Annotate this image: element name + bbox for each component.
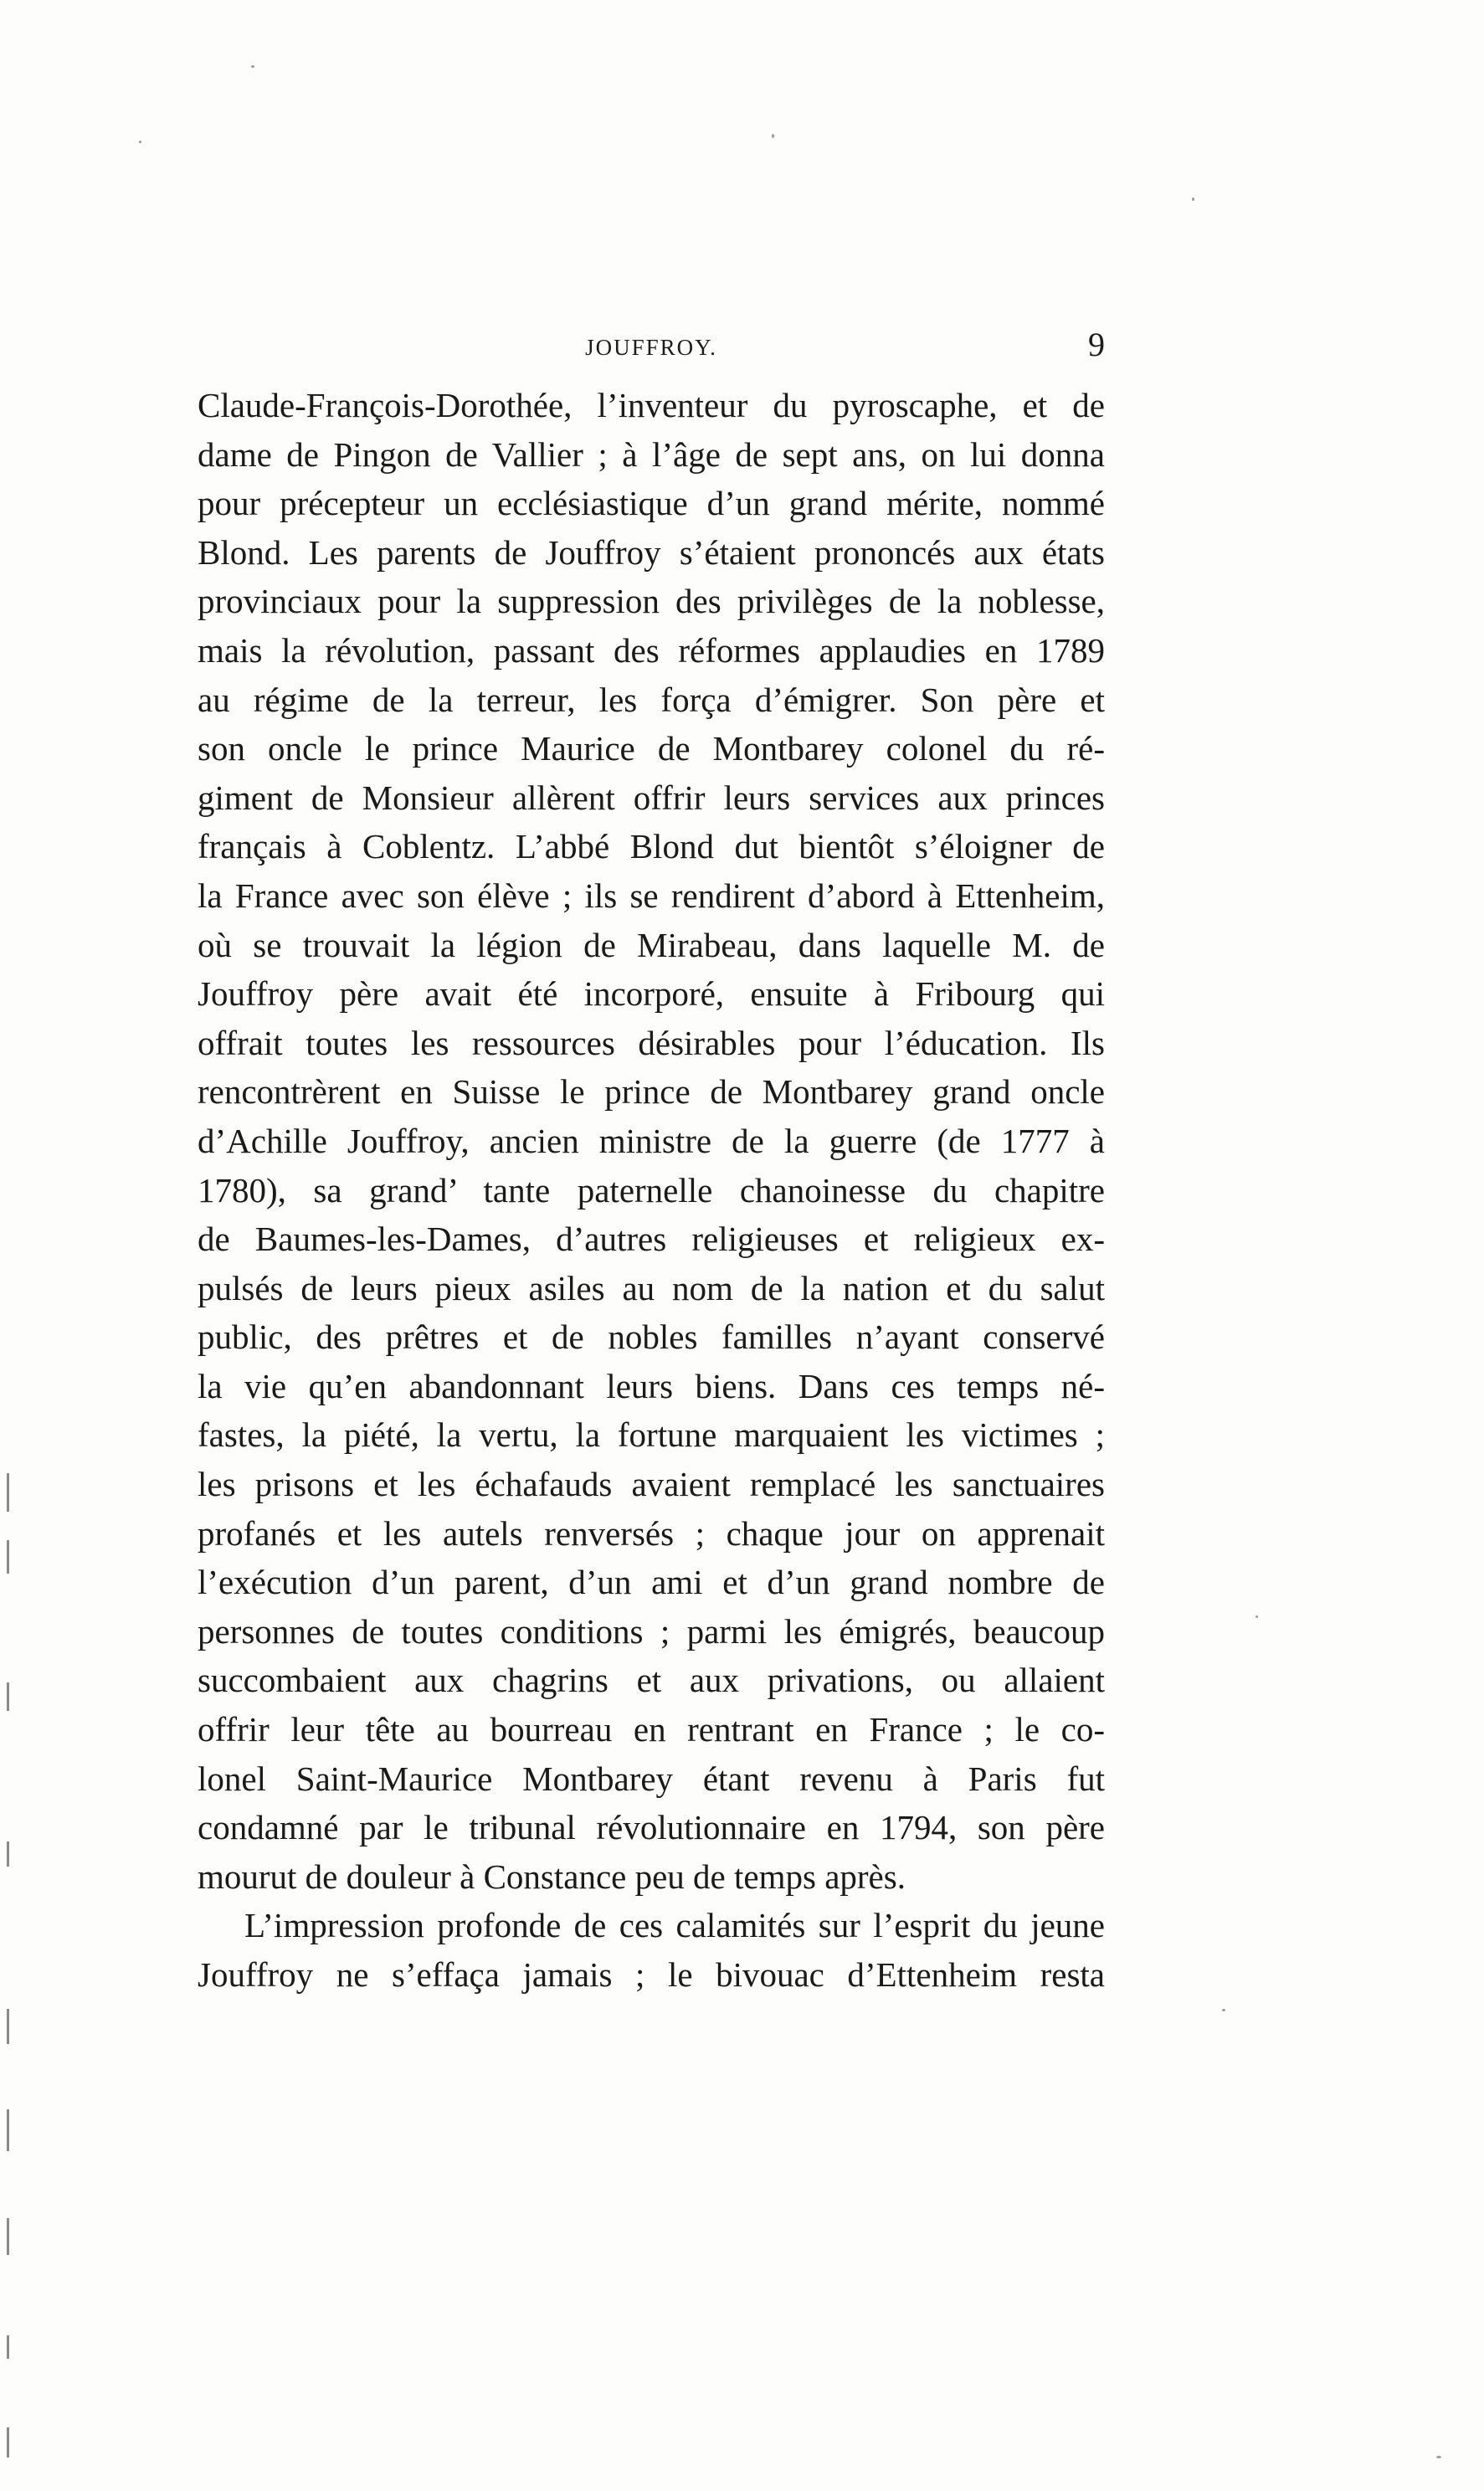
text-line: mais la révolution, passant des réformes applaudies en 1789: [198, 630, 1105, 670]
text-line: profanés et les autels renversés ; chaque jour on apprenait: [198, 1513, 1105, 1553]
text-line: offrir leur tête au bourreau en rentrant en France ; le co-: [198, 1710, 1105, 1749]
text-line: dame de Pingon de Vallier ; à l’âge de sept ans, on lui donna: [198, 434, 1105, 474]
text-line: public, des prêtres et de nobles familles n’ayant conservé: [198, 1317, 1105, 1357]
text-line: provinciaux pour la suppression des privilèges de la noblesse,: [198, 582, 1105, 621]
scan-speck: [1222, 2009, 1225, 2011]
text-line: Jouffroy père avait été incorporé, ensuite à Fribourg qui: [198, 974, 1105, 1014]
running-title: JOUFFROY.: [585, 335, 717, 360]
scan-speck: [772, 134, 774, 138]
scan-margin-mark: [7, 2335, 9, 2359]
text-line: Claude-François-Dorothée, l’inventeur du pyroscaphe, et de: [198, 386, 1105, 424]
scan-speck: [251, 65, 254, 68]
text-line: son oncle le prince Maurice de Montbarey colonel du ré-: [198, 729, 1105, 768]
text-line: giment de Monsieur allèrent offrir leurs services aux princes: [198, 778, 1105, 817]
text-line: succombaient aux chagrins et aux privations, ou allaient: [198, 1661, 1105, 1700]
page-number: 9: [1088, 326, 1105, 363]
text-line: Jouffroy ne s’effaça jamais ; le bivouac d’Ettenheim resta: [198, 1955, 1105, 1994]
text-line: pour précepteur un ecclésiastique d’un grand mérite, nommé: [198, 484, 1105, 523]
text-line: où se trouvait la légion de Mirabeau, dans laquelle M. de: [198, 925, 1105, 964]
text-line: 1780), sa grand’ tante paternelle chanoinesse du chapitre: [198, 1170, 1105, 1210]
text-line: rencontrèrent en Suisse le prince de Montbarey grand oncle: [198, 1072, 1105, 1112]
scan-margin-mark: [7, 1682, 9, 1711]
text-line: personnes de toutes conditions ; parmi les émigrés, beaucoup: [198, 1611, 1105, 1651]
text-line: d’Achille Jouffroy, ancien ministre de la guerre (de 1777 à: [198, 1121, 1105, 1160]
scan-speck: [1192, 198, 1194, 201]
scan-margin-mark: [7, 2427, 9, 2458]
text-line: la vie qu’en abandonnant leurs biens. Dans ces temps né-: [198, 1366, 1105, 1405]
paragraph: [198, 381, 1105, 1901]
scan-margin-mark: [7, 2109, 9, 2151]
body-text: [198, 381, 1105, 2000]
scan-margin-mark: [7, 1841, 9, 1867]
text-line: les prisons et les échafauds avaient remplacé les sanctuaires: [198, 1465, 1105, 1504]
scan-margin-mark: [7, 1473, 9, 1512]
text-line: mourut de douleur à Constance peu de temps après.: [198, 1857, 906, 1896]
scan-margin-mark: [7, 2218, 9, 2255]
text-line: pulsés de leurs pieux asiles au nom de la nation et du salut: [198, 1268, 1105, 1307]
text-line: offrait toutes les ressources désirables pour l’éducation. Ils: [198, 1023, 1105, 1062]
text-line: de Baumes-les-Dames, d’autres religieuses et religieux ex-: [198, 1220, 1105, 1259]
paragraph: [198, 1901, 1105, 1999]
text-line: lonel Saint-Maurice Montbarey étant revenu à Paris fut: [198, 1759, 1105, 1798]
text-line: Blond. Les parents de Jouffroy s’étaient prononcés aux états: [198, 532, 1105, 572]
scan-margin-mark: [7, 2009, 9, 2044]
scan-speck: [1255, 1615, 1258, 1618]
scan-speck: [139, 141, 141, 143]
scan-margin-mark: [7, 1540, 9, 1574]
text-line: français à Coblentz. L’abbé Blond dut bientôt s’éloigner de: [198, 827, 1105, 866]
text-line: au régime de la terreur, les força d’émigrer. Son père et: [198, 680, 1105, 719]
text-line: l’exécution d’un parent, d’un ami et d’un grand nombre de: [198, 1563, 1105, 1602]
running-head: [198, 328, 1105, 378]
text-line: L’impression profonde de ces calamités sur l’esprit du jeune: [244, 1906, 1105, 1945]
scan-speck: [1436, 2456, 1441, 2458]
text-line: condamné par le tribunal révolutionnaire en 1794, son père: [198, 1808, 1105, 1847]
text-line: fastes, la piété, la vertu, la fortune marquaient les victimes ;: [198, 1415, 1105, 1455]
text-line: la France avec son élève ; ils se rendirent d’abord à Ettenheim,: [198, 876, 1105, 915]
